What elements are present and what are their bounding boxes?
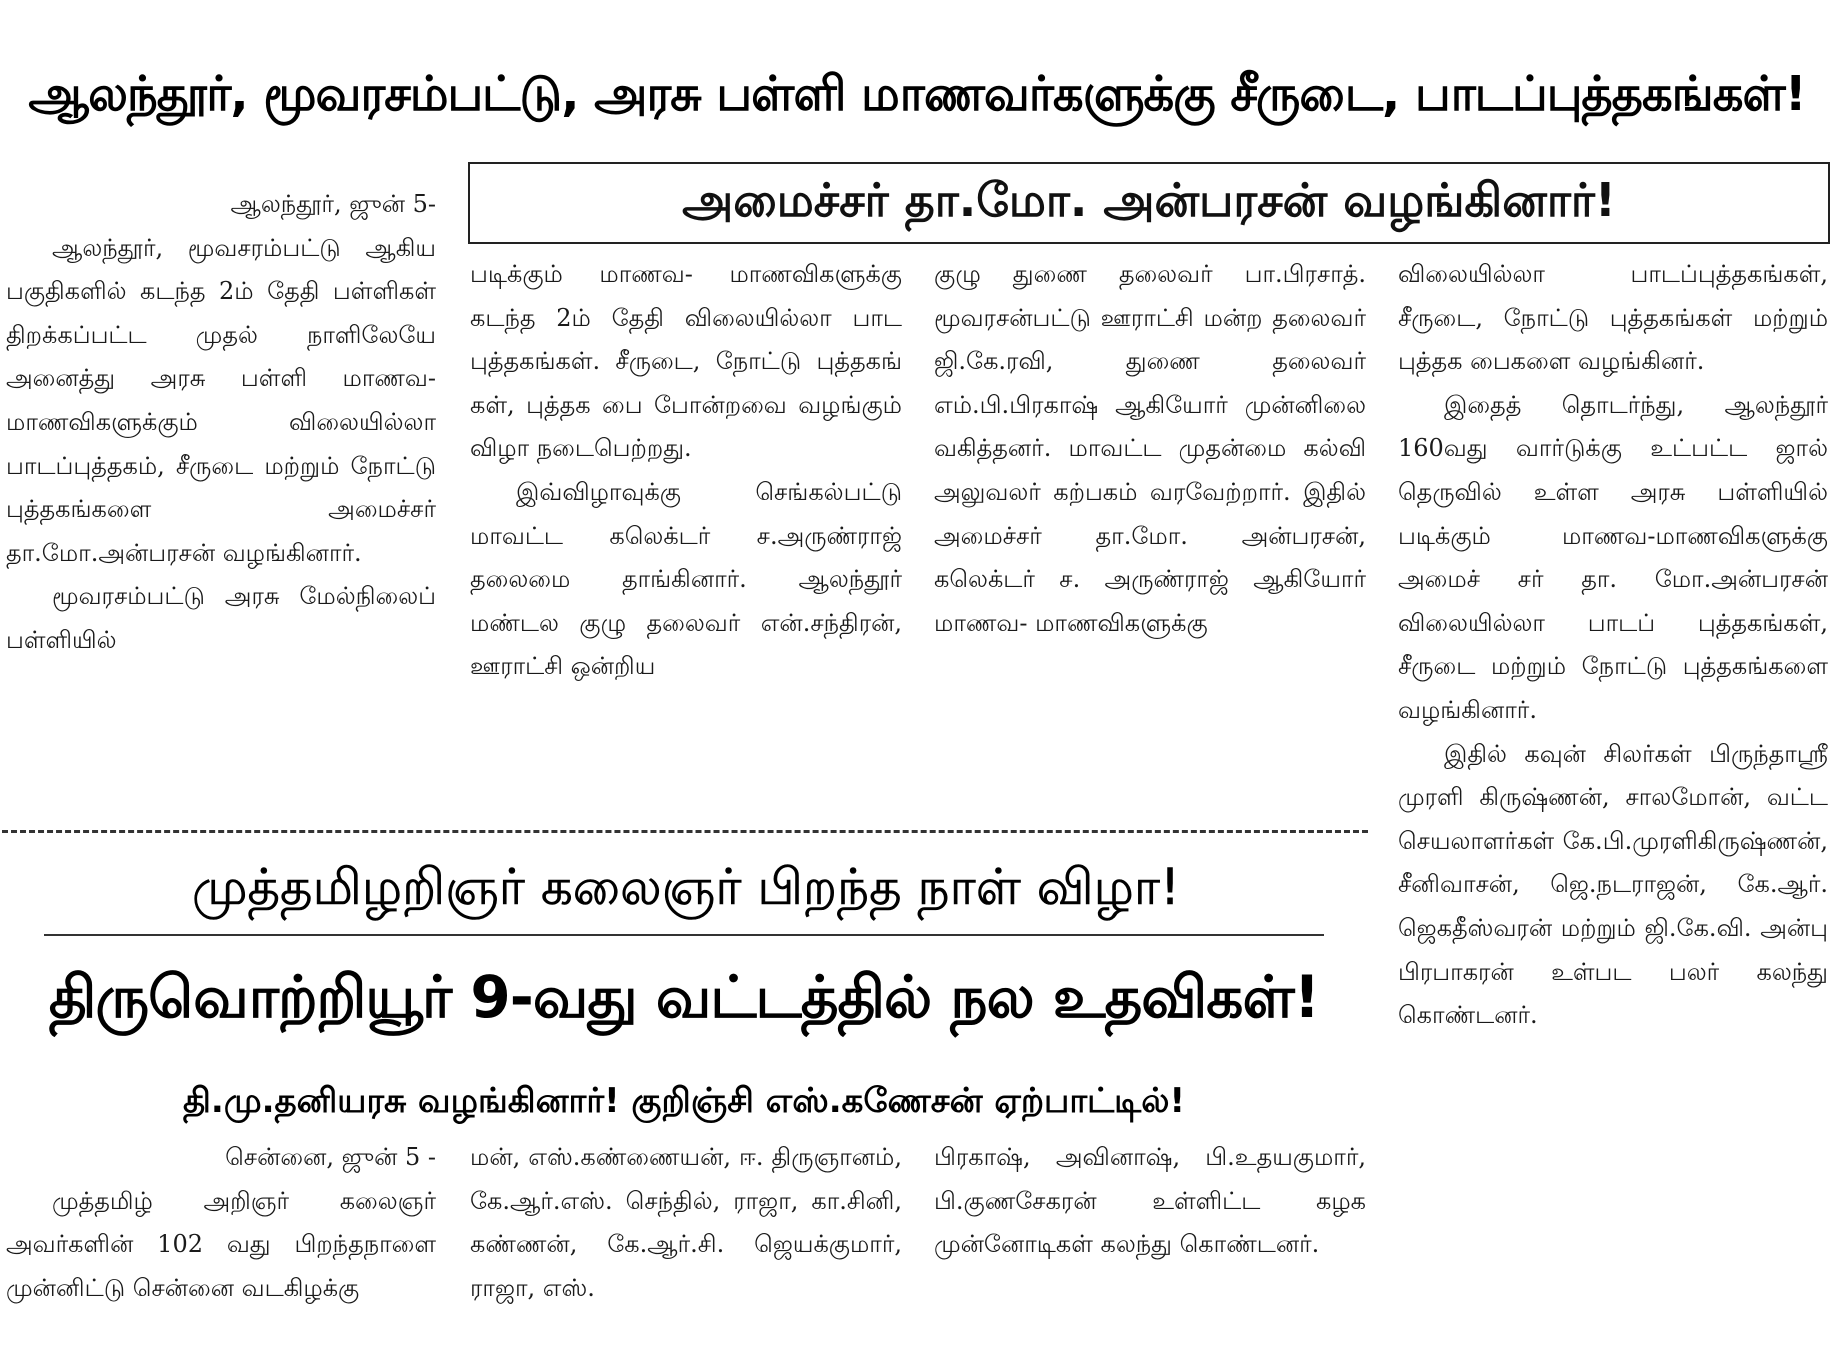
story1-column-4 [1398, 253, 1828, 1038]
paragraph: மன், எஸ்.கண்ணையன், ஈ. திருஞானம், கே.ஆர்.எஸ். செந்தில், ராஜா, கா.சினி, கண்ணன், கே.ஆர்.சி. ஜெயக்குமார், ராஜா, எஸ். [470, 1143, 902, 1302]
paragraph: இதில் கவுன் சிலர்கள் பிருந்தாஸ்ரீ முரளி கிருஷ்ணன், சாலமோன், வட்ட செயலாளர்கள் கே.பி.முரளிகிருஷ்ணன், சீனிவாசன், ஜெ.நடராஜன், கே.ஆர். ஜெகதீஸ்வரன் மற்றும் ஜி.கே.வி. அன்பு பிரபாகரன் உள்பட பலர் கலந்து கொண்டனர். [1398, 739, 1828, 1030]
paragraph: விலையில்லா பாடப்புத்தகங்கள், சீருடை, நோட்டு புத்தகங்கள் மற்றும் புத்தக பைகளை வழங்கினர். [1398, 260, 1828, 376]
paragraph: இதைத் தொடர்ந்து, ஆலந்தூர் 160வது வார்டுக்கு உட்பட்ட ஜால் தெருவில் உள்ள அரசு பள்ளியில் படிக்கும் மாணவ-மாணவிகளுக்கு அமைச் சர் தா. மோ.அன்பரசன் விலையில்லா பாடப் புத்தகங்கள், சீருடை மற்றும் நோட்டு புத்தகங்களை வழங்கினார். [1398, 390, 1828, 724]
story1-column-1 [6, 183, 436, 663]
story1-column-3 [934, 253, 1366, 645]
story2-subheadline: தி.மு.தனியரசு வழங்கினார்! குறிஞ்சி எஸ்.கணேசன் ஏற்பாட்டில்! [183, 1081, 1185, 1121]
story2-column-3 [934, 1136, 1366, 1267]
kicker-headline: முத்தமிழறிஞர் கலைஞர் பிறந்த நாள் விழா! [191, 857, 1181, 916]
paragraph: குழு துணை தலைவர் பா.பிரசாத். மூவரசன்பட்டு ஊராட்சி மன்ற தலைவர் ஜி.கே.ரவி, துணை தலைவர் எம்.பி.பிரகாஷ் ஆகியோர் முன்னிலை வகித்தனர். மாவட்ட முதன்மை கல்வி அலுவலர் கற்பகம் வரவேற்றார். இதில் அமைச்சர் தா.மோ. அன்பரசன், கலெக்டர் ச. அருண்ராஜ் ஆகியோர் மாணவ- மாணவிகளுக்கு [934, 260, 1366, 637]
paragraph: பிரகாஷ், அவினாஷ், பி.உதயகுமார், பி.குணசேகரன் உள்ளிட்ட கழக முன்னோடிகள் கலந்து கொண்டனர். [934, 1143, 1366, 1259]
main-headline: ஆலந்தூர், மூவரசம்பட்டு, அரசு பள்ளி மாணவர்களுக்கு சீருடை, பாடப்புத்தகங்கள்! [28, 66, 1806, 122]
solid-divider [44, 934, 1324, 936]
paragraph: மூவரசம்பட்டு அரசு மேல்நிலைப் பள்ளியில் [6, 582, 436, 654]
story2-column-2 [470, 1136, 902, 1310]
story2-column-1 [6, 1136, 436, 1310]
story1-column-2 [470, 253, 902, 689]
dateline: சென்னை, ஜுன் 5 - [225, 1143, 436, 1171]
paragraph: ஆலந்தூர், மூவசரம்பட்டு ஆகிய பகுதிகளில் கடந்த 2ம் தேதி பள்ளிகள் திறக்கப்பட்ட முதல் நாளிலேயே அனைத்து அரசு பள்ளி மாணவ-மாணவிகளுக்கும் விலையில்லா பாடப்புத்தகம், சீருடை மற்றும் நோட்டு புத்தகங்களை அமைச்சர் தா.மோ.அன்பரசன் வழங்கினார். [6, 233, 436, 567]
dateline: ஆலந்தூர், ஜுன் 5- [230, 190, 436, 218]
paragraph: முத்தமிழ் அறிஞர் கலைஞர் அவர்களின் 102 வது பிறந்தநாளை முன்னிட்டு சென்னை வடகிழக்கு [6, 1186, 436, 1302]
paragraph: படிக்கும் மாணவ- மாணவிகளுக்கு கடந்த 2ம் தேதி விலையில்லா பாட புத்தகங்கள். சீருடை, நோட்டு புத்தகங் கள், புத்தக பை போன்றவை வழங்கும் விழா நடைபெற்றது. [470, 260, 902, 463]
story2-headline: திருவொற்றியூர் 9-வது வட்டத்தில் நல உதவிகள்! [48, 963, 1320, 1031]
paragraph: இவ்விழாவுக்கு செங்கல்பட்டு மாவட்ட கலெக்டர் ச.அருண்ராஜ் தலைமை தாங்கினார். ஆலந்தூர் மண்டல குழு தலைவர் என்.சந்திரன், ஊராட்சி ஒன்றிய [470, 477, 902, 681]
dashed-divider [2, 830, 1368, 833]
boxed-subheadline: அமைச்சர் தா.மோ. அன்பரசன் வழங்கினார்! [468, 162, 1830, 244]
